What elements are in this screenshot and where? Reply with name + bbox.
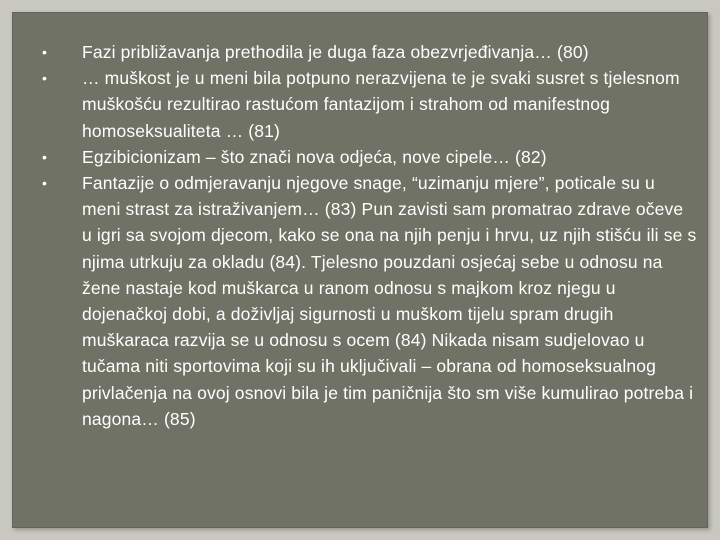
bullet-dot-icon: • bbox=[42, 44, 48, 60]
bullet-item bbox=[38, 39, 698, 65]
bullet-text: Fazi približavanja prethodila je duga faza obezvrjeđivanja… (80) bbox=[82, 42, 589, 62]
bullet-dot-icon: • bbox=[42, 70, 48, 87]
bullet-text: … muškost je u meni bila potpuno nerazvijena te je svaki susret s tjelesnom muškošću rezultirao rastućom fantazijom i strahom od manifestnog homoseksualiteta … (81) bbox=[82, 68, 680, 141]
bullet-text: Egzibicionizam – što znači nova odjeća, nove cipele… (82) bbox=[82, 146, 547, 167]
bullet-text: Fantazije o odmjeravanju njegove snage, “uzimanju mjere”, poticale su u meni strast za istraživanjem… (83) Pun zavisti sam promatrao zdrave očeve u igri sa svojom djecom, kako se ona na njih penju i hrvu, uz njih stišću ili se s njima utrkuju za okladu (84). Tjelesno pouzdani osjećaj sebe u odnosu na žene nastaje kod muškarca u ranom odnosu s majkom kroz njegu u dojenačkoj dobi, a doživljaj sigurnosti u muškom tijelu spram drugih muškaraca razvija se u odnosu s ocem (84) Nikada nisam sudjelovao u tučama niti sportovima koji su ih uključivali – obrana od homoseksualnog privlačenja na ovoj osnovi bila je tim paničnija što sm više kumulirao potreba i nagona… (85) bbox=[82, 173, 697, 429]
bullet-dot-icon: • bbox=[42, 175, 48, 192]
bullet-item bbox=[38, 170, 698, 432]
bullet-dot-icon: • bbox=[42, 148, 48, 165]
slide-panel bbox=[12, 12, 708, 528]
bullet-item bbox=[38, 65, 698, 144]
bullet-list bbox=[38, 39, 698, 432]
bullet-item bbox=[38, 144, 698, 170]
